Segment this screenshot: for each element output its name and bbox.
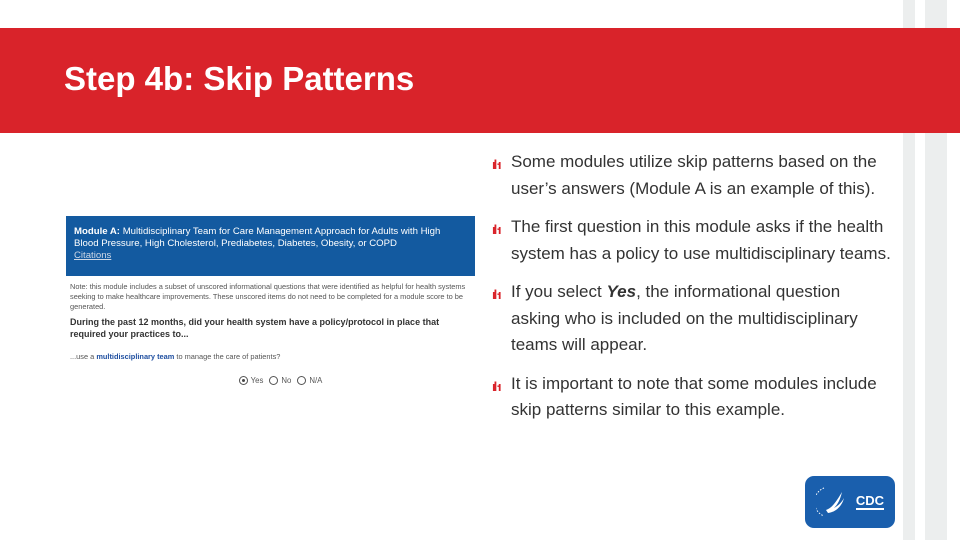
module-title: Multidisciplinary Team for Care Management Approach for Adults with High Blood Pressure, High Cholesterol, Prediabetes, Diabetes, Obesity, or COPD — [74, 226, 441, 249]
module-header — [66, 216, 475, 276]
bullet-text: The first question in this module asks if the health system has a policy to use multidisciplinary teams. — [511, 217, 891, 263]
bullet-icon: ıŀı — [492, 378, 500, 394]
radio-selected-icon — [239, 376, 248, 385]
bullet-item — [492, 371, 892, 424]
question-text: During the past 12 months, did your health system have a policy/protocol in place that required your practices to... — [70, 317, 440, 339]
radio-icon — [269, 376, 278, 385]
bullet-item — [492, 279, 892, 359]
cdc-logo-text: CDC — [855, 493, 885, 508]
sub-question — [66, 340, 475, 361]
multidisciplinary-team-link[interactable]: multidisciplinary team — [96, 352, 175, 361]
radio-na[interactable] — [297, 376, 322, 385]
bullet-item — [492, 214, 892, 267]
bullet-text: , the informational question asking who is included on the multidisciplinary teams will appear. — [511, 282, 858, 354]
bullet-emphasis: Yes — [606, 282, 637, 301]
bullet-icon: ıŀı — [492, 287, 500, 302]
slide-title: Step 4b: Skip Patterns — [64, 60, 415, 97]
answer-options — [66, 361, 475, 385]
bullet-text: If you select — [511, 282, 607, 301]
radio-yes[interactable] — [239, 376, 264, 385]
sub-question-post: to manage the care of patients? — [176, 352, 281, 361]
bullet-icon: ıŀı — [492, 222, 500, 237]
radio-icon — [297, 376, 306, 385]
bullet-list — [492, 149, 892, 436]
bullet-item — [492, 149, 892, 202]
radio-label: Yes — [250, 376, 264, 385]
module-screenshot — [66, 216, 475, 406]
radio-label: No — [281, 376, 292, 385]
radio-no[interactable] — [269, 376, 291, 385]
citations-link[interactable]: Citations — [74, 250, 112, 261]
bullet-text: Some modules utilize skip patterns based on the user’s answers (Module A is an example of this). — [511, 152, 877, 198]
module-label: Module A: — [74, 226, 121, 237]
module-note: Note: this module includes a subset of unscored informational questions that were identified as helpful for health systems seeking to make healthcare improvements. These unscored items do not need to be completed for a module score to be generated. — [70, 282, 466, 311]
sub-question-pre: ...use a — [70, 352, 95, 361]
bullet-icon: ıŀı — [492, 157, 500, 172]
bullet-text: It is important to note that some modules include skip patterns similar to this example. — [511, 373, 877, 419]
hhs-eagle-icon — [816, 482, 850, 522]
cdc-logo — [805, 476, 895, 528]
radio-label: N/A — [309, 376, 323, 385]
